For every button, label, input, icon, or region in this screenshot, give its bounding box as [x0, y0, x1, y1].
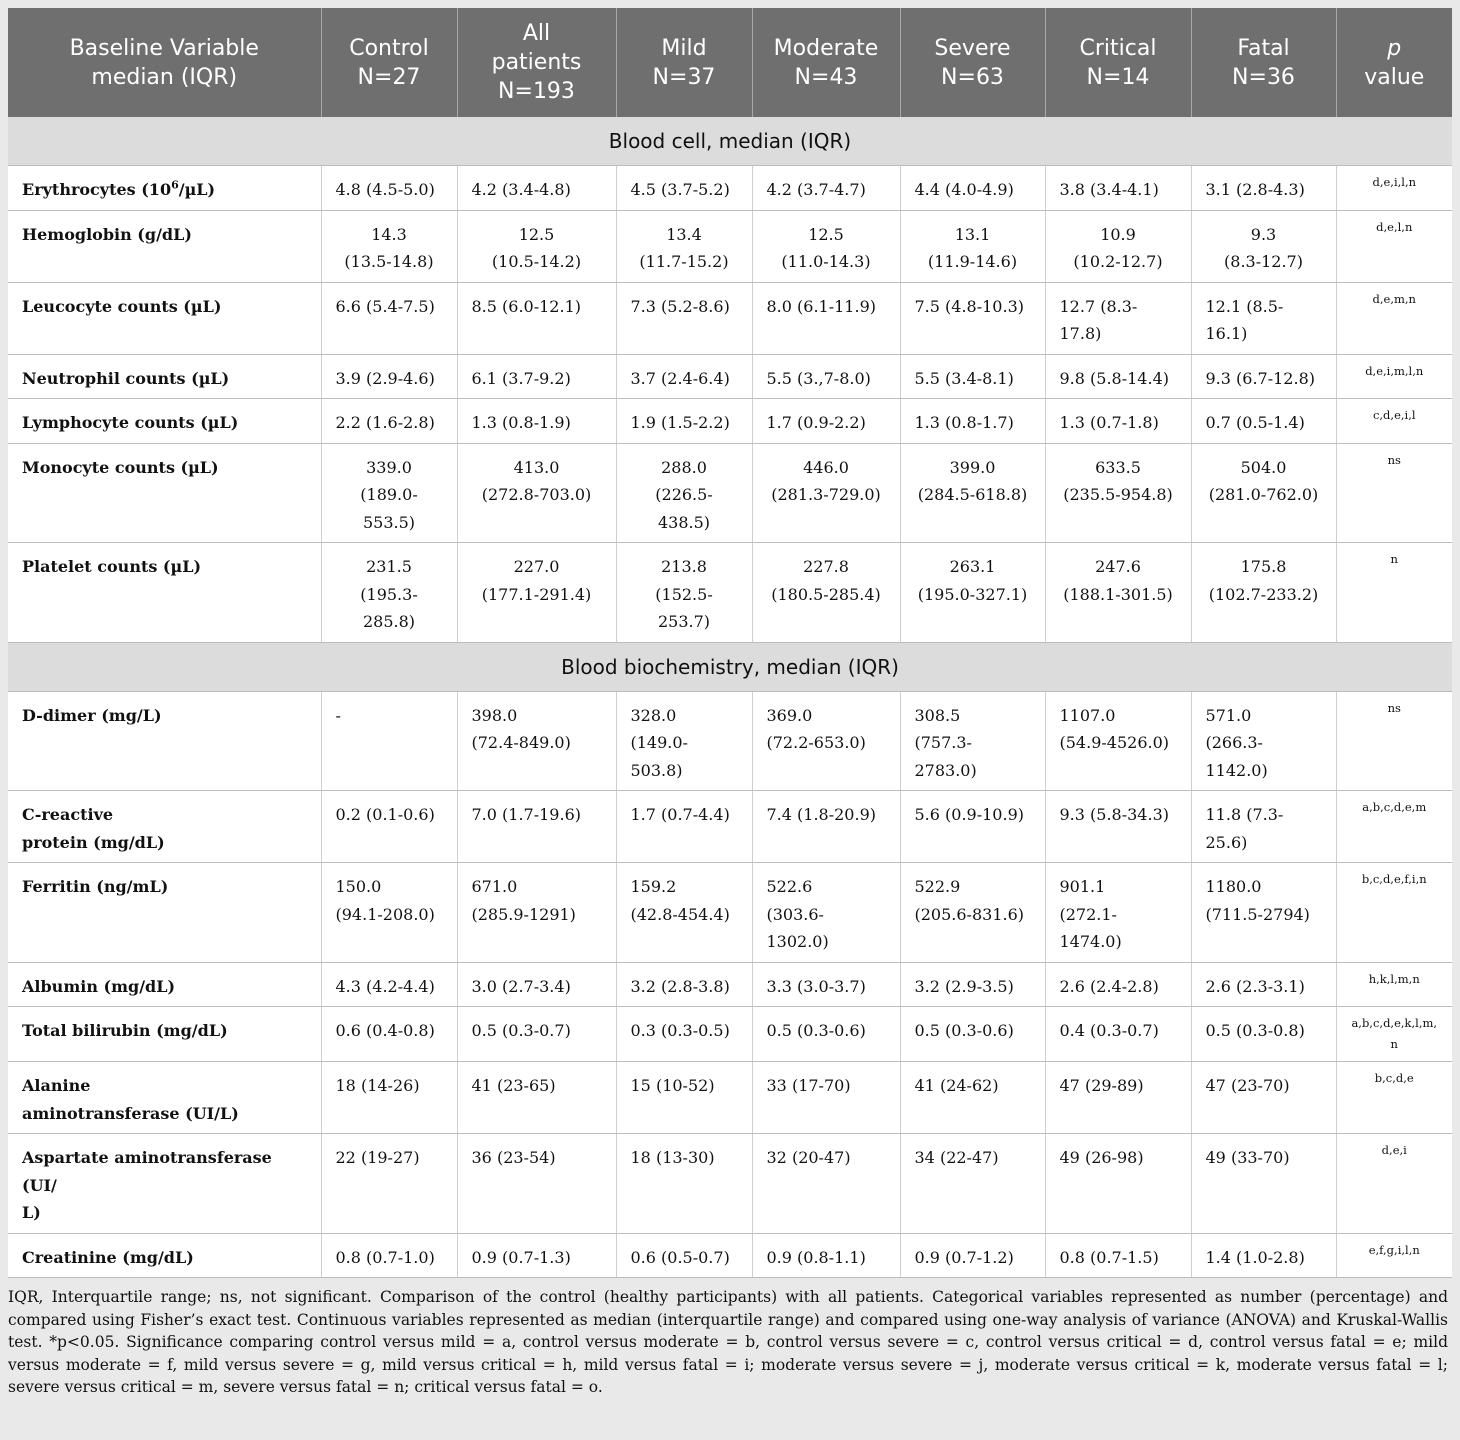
header-row: [8, 8, 1452, 117]
table-page: [8, 8, 1452, 1399]
cell-moderate: 3.3 (3.0-3.7): [752, 962, 900, 1007]
table-row: [8, 1062, 1452, 1134]
row-label: Platelet counts (µL): [8, 543, 321, 643]
header-control: Control N=27: [321, 8, 457, 117]
cell-moderate: 4.2 (3.7-4.7): [752, 166, 900, 211]
cell-critical: 0.8 (0.7-1.5): [1045, 1233, 1191, 1278]
cell-mild: 0.3 (0.3-0.5): [616, 1007, 752, 1062]
cell-critical: 1107.0 (54.9-4526.0): [1045, 691, 1191, 791]
cell-fatal: 0.5 (0.3-0.8): [1191, 1007, 1336, 1062]
baseline-table: [8, 8, 1452, 1278]
cell-mild: 7.3 (5.2-8.6): [616, 282, 752, 354]
cell-severe: 1.3 (0.8-1.7): [900, 399, 1045, 444]
cell-mild: 13.4 (11.7-15.2): [616, 210, 752, 282]
section-row-biochemistry: [8, 642, 1452, 691]
cell-all: 12.5 (10.5-14.2): [457, 210, 616, 282]
cell-moderate: 446.0 (281.3-729.0): [752, 443, 900, 543]
cell-critical: 3.8 (3.4-4.1): [1045, 166, 1191, 211]
section-title: Blood cell, median (IQR): [8, 117, 1452, 166]
cell-severe: 0.9 (0.7-1.2): [900, 1233, 1045, 1278]
cell-p-value: a,b,c,d,e,m: [1336, 791, 1452, 863]
cell-critical: 1.3 (0.7-1.8): [1045, 399, 1191, 444]
cell-p-value: b,c,d,e,f,i,n: [1336, 863, 1452, 963]
cell-fatal: 1180.0 (711.5-2794): [1191, 863, 1336, 963]
cell-all: 413.0 (272.8-703.0): [457, 443, 616, 543]
cell-control: 6.6 (5.4-7.5): [321, 282, 457, 354]
cell-severe: 308.5 (757.3- 2783.0): [900, 691, 1045, 791]
cell-mild: 15 (10-52): [616, 1062, 752, 1134]
cell-fatal: 3.1 (2.8-4.3): [1191, 166, 1336, 211]
cell-fatal: 47 (23-70): [1191, 1062, 1336, 1134]
cell-p-value: a,b,c,d,e,k,l,m, n: [1336, 1007, 1452, 1062]
table-row: [8, 791, 1452, 863]
cell-mild: 0.6 (0.5-0.7): [616, 1233, 752, 1278]
cell-severe: 5.5 (3.4-8.1): [900, 354, 1045, 399]
cell-moderate: 0.9 (0.8-1.1): [752, 1233, 900, 1278]
cell-severe: 41 (24-62): [900, 1062, 1045, 1134]
cell-p-value: b,c,d,e: [1336, 1062, 1452, 1134]
cell-control: 0.6 (0.4-0.8): [321, 1007, 457, 1062]
cell-critical: 12.7 (8.3- 17.8): [1045, 282, 1191, 354]
cell-control: 18 (14-26): [321, 1062, 457, 1134]
cell-all: 8.5 (6.0-12.1): [457, 282, 616, 354]
table-row: [8, 354, 1452, 399]
header-moderate: Moderate N=43: [752, 8, 900, 117]
cell-moderate: 522.6 (303.6- 1302.0): [752, 863, 900, 963]
cell-all: 1.3 (0.8-1.9): [457, 399, 616, 444]
section-row-blood-cell: [8, 117, 1452, 166]
cell-critical: 10.9 (10.2-12.7): [1045, 210, 1191, 282]
cell-fatal: 2.6 (2.3-3.1): [1191, 962, 1336, 1007]
cell-moderate: 5.5 (3.,7-8.0): [752, 354, 900, 399]
table-row: [8, 1007, 1452, 1062]
row-label: D-dimer (mg/L): [8, 691, 321, 791]
row-label: Neutrophil counts (µL): [8, 354, 321, 399]
cell-p-value: d,e,i,m,l,n: [1336, 354, 1452, 399]
cell-p-value: h,k,l,m,n: [1336, 962, 1452, 1007]
cell-critical: 0.4 (0.3-0.7): [1045, 1007, 1191, 1062]
row-label: Ferritin (ng/mL): [8, 863, 321, 963]
cell-severe: 522.9 (205.6-831.6): [900, 863, 1045, 963]
cell-mild: 1.9 (1.5-2.2): [616, 399, 752, 444]
cell-severe: 5.6 (0.9-10.9): [900, 791, 1045, 863]
cell-moderate: 0.5 (0.3-0.6): [752, 1007, 900, 1062]
table-row: [8, 210, 1452, 282]
cell-control: 14.3 (13.5-14.8): [321, 210, 457, 282]
cell-moderate: 369.0 (72.2-653.0): [752, 691, 900, 791]
cell-fatal: 11.8 (7.3- 25.6): [1191, 791, 1336, 863]
row-label: Aspartate aminotransferase (UI/ L): [8, 1134, 321, 1234]
header-critical: Critical N=14: [1045, 8, 1191, 117]
cell-fatal: 504.0 (281.0-762.0): [1191, 443, 1336, 543]
cell-control: 4.3 (4.2-4.4): [321, 962, 457, 1007]
row-label: C-reactive protein (mg/dL): [8, 791, 321, 863]
table-row: [8, 282, 1452, 354]
cell-critical: 2.6 (2.4-2.8): [1045, 962, 1191, 1007]
table-row: [8, 1134, 1452, 1234]
row-label: Erythrocytes $(10^6/\mu L)$: [8, 166, 321, 211]
cell-severe: 7.5 (4.8-10.3): [900, 282, 1045, 354]
table-row: [8, 543, 1452, 643]
cell-p-value: ns: [1336, 443, 1452, 543]
row-label: Total bilirubin (mg/dL): [8, 1007, 321, 1062]
cell-p-value: d,e,i,l,n: [1336, 166, 1452, 211]
table-row: [8, 399, 1452, 444]
cell-fatal: 9.3 (6.7-12.8): [1191, 354, 1336, 399]
table-row: [8, 1233, 1452, 1278]
cell-control: 339.0 (189.0- 553.5): [321, 443, 457, 543]
cell-p-value: d,e,l,n: [1336, 210, 1452, 282]
table-footnote: IQR, Interquartile range; ns, not significant. Comparison of the control (healthy participants) with all patients. Categorical variables represented as number (percentage) and compared using Fisher’s exact test. Continuous variables represented as median (interquartile range) and compared using one-way analysis of variance (ANOVA) and Kruskal-Wallis test. *p<0.05. Significance comparing control versus mild = a, control versus moderate = b, control versus severe = c, control versus critical = d, control versus fatal = e; mild versus moderate = f, mild versus severe = g, mild versus critical = h, mild versus fatal = i; moderate versus severe = j, moderate versus critical = k, moderate versus fatal = l; severe versus critical = m, severe versus fatal = n; critical versus fatal = o.: [8, 1288, 1448, 1396]
cell-all: 398.0 (72.4-849.0): [457, 691, 616, 791]
cell-fatal: 0.7 (0.5-1.4): [1191, 399, 1336, 444]
section-title: Blood biochemistry, median (IQR): [8, 642, 1452, 691]
cell-all: 3.0 (2.7-3.4): [457, 962, 616, 1007]
cell-severe: 3.2 (2.9-3.5): [900, 962, 1045, 1007]
cell-mild: 328.0 (149.0- 503.8): [616, 691, 752, 791]
cell-fatal: 1.4 (1.0-2.8): [1191, 1233, 1336, 1278]
header-all-patients: All patients N=193: [457, 8, 616, 117]
cell-fatal: 9.3 (8.3-12.7): [1191, 210, 1336, 282]
header-severe: Severe N=63: [900, 8, 1045, 117]
cell-p-value: n: [1336, 543, 1452, 643]
header-mild: Mild N=37: [616, 8, 752, 117]
cell-mild: 3.2 (2.8-3.8): [616, 962, 752, 1007]
cell-severe: 399.0 (284.5-618.8): [900, 443, 1045, 543]
cell-critical: 901.1 (272.1- 1474.0): [1045, 863, 1191, 963]
row-label: Leucocyte counts (µL): [8, 282, 321, 354]
cell-critical: 47 (29-89): [1045, 1062, 1191, 1134]
cell-mild: 288.0 (226.5- 438.5): [616, 443, 752, 543]
cell-severe: 13.1 (11.9-14.6): [900, 210, 1045, 282]
cell-critical: 49 (26-98): [1045, 1134, 1191, 1234]
table-row: [8, 443, 1452, 543]
cell-fatal: 175.8 (102.7-233.2): [1191, 543, 1336, 643]
cell-all: 4.2 (3.4-4.8): [457, 166, 616, 211]
cell-critical: 9.3 (5.8-34.3): [1045, 791, 1191, 863]
cell-p-value: ns: [1336, 691, 1452, 791]
cell-control: -: [321, 691, 457, 791]
cell-all: 0.9 (0.7-1.3): [457, 1233, 616, 1278]
cell-all: 671.0 (285.9-1291): [457, 863, 616, 963]
cell-all: 0.5 (0.3-0.7): [457, 1007, 616, 1062]
cell-moderate: 1.7 (0.9-2.2): [752, 399, 900, 444]
cell-control: 0.8 (0.7-1.0): [321, 1233, 457, 1278]
row-label: Lymphocyte counts (µL): [8, 399, 321, 444]
cell-control: 0.2 (0.1-0.6): [321, 791, 457, 863]
cell-severe: 34 (22-47): [900, 1134, 1045, 1234]
cell-control: 22 (19-27): [321, 1134, 457, 1234]
cell-moderate: 32 (20-47): [752, 1134, 900, 1234]
cell-mild: 1.7 (0.7-4.4): [616, 791, 752, 863]
cell-fatal: 12.1 (8.5- 16.1): [1191, 282, 1336, 354]
cell-all: 227.0 (177.1-291.4): [457, 543, 616, 643]
cell-mild: 159.2 (42.8-454.4): [616, 863, 752, 963]
header-p-value: p value: [1336, 8, 1452, 117]
cell-mild: 213.8 (152.5- 253.7): [616, 543, 752, 643]
table-row: [8, 863, 1452, 963]
table-row: [8, 691, 1452, 791]
cell-moderate: 7.4 (1.8-20.9): [752, 791, 900, 863]
row-label: Alanine aminotransferase (UI/L): [8, 1062, 321, 1134]
cell-moderate: 12.5 (11.0-14.3): [752, 210, 900, 282]
cell-p-value: d,e,i: [1336, 1134, 1452, 1234]
row-label: Monocyte counts (µL): [8, 443, 321, 543]
cell-p-value: c,d,e,i,l: [1336, 399, 1452, 444]
cell-p-value: d,e,m,n: [1336, 282, 1452, 354]
table-row: [8, 962, 1452, 1007]
cell-mild: 3.7 (2.4-6.4): [616, 354, 752, 399]
cell-moderate: 33 (17-70): [752, 1062, 900, 1134]
cell-moderate: 227.8 (180.5-285.4): [752, 543, 900, 643]
cell-mild: 18 (13-30): [616, 1134, 752, 1234]
table-row: [8, 166, 1452, 211]
cell-severe: 4.4 (4.0-4.9): [900, 166, 1045, 211]
cell-moderate: 8.0 (6.1-11.9): [752, 282, 900, 354]
cell-severe: 0.5 (0.3-0.6): [900, 1007, 1045, 1062]
cell-fatal: 571.0 (266.3- 1142.0): [1191, 691, 1336, 791]
cell-severe: 263.1 (195.0-327.1): [900, 543, 1045, 643]
header-baseline-variable: Baseline Variable median (IQR): [8, 8, 321, 117]
cell-fatal: 49 (33-70): [1191, 1134, 1336, 1234]
cell-critical: 633.5 (235.5-954.8): [1045, 443, 1191, 543]
cell-control: 150.0 (94.1-208.0): [321, 863, 457, 963]
cell-control: 4.8 (4.5-5.0): [321, 166, 457, 211]
row-label: Creatinine (mg/dL): [8, 1233, 321, 1278]
cell-all: 7.0 (1.7-19.6): [457, 791, 616, 863]
cell-all: 41 (23-65): [457, 1062, 616, 1134]
row-label: Albumin (mg/dL): [8, 962, 321, 1007]
row-label: Hemoglobin (g/dL): [8, 210, 321, 282]
cell-p-value: e,f,g,i,l,n: [1336, 1233, 1452, 1278]
cell-mild: 4.5 (3.7-5.2): [616, 166, 752, 211]
cell-all: 6.1 (3.7-9.2): [457, 354, 616, 399]
cell-control: 2.2 (1.6-2.8): [321, 399, 457, 444]
cell-critical: 9.8 (5.8-14.4): [1045, 354, 1191, 399]
header-fatal: Fatal N=36: [1191, 8, 1336, 117]
cell-control: 3.9 (2.9-4.6): [321, 354, 457, 399]
cell-critical: 247.6 (188.1-301.5): [1045, 543, 1191, 643]
cell-all: 36 (23-54): [457, 1134, 616, 1234]
cell-control: 231.5 (195.3- 285.8): [321, 543, 457, 643]
